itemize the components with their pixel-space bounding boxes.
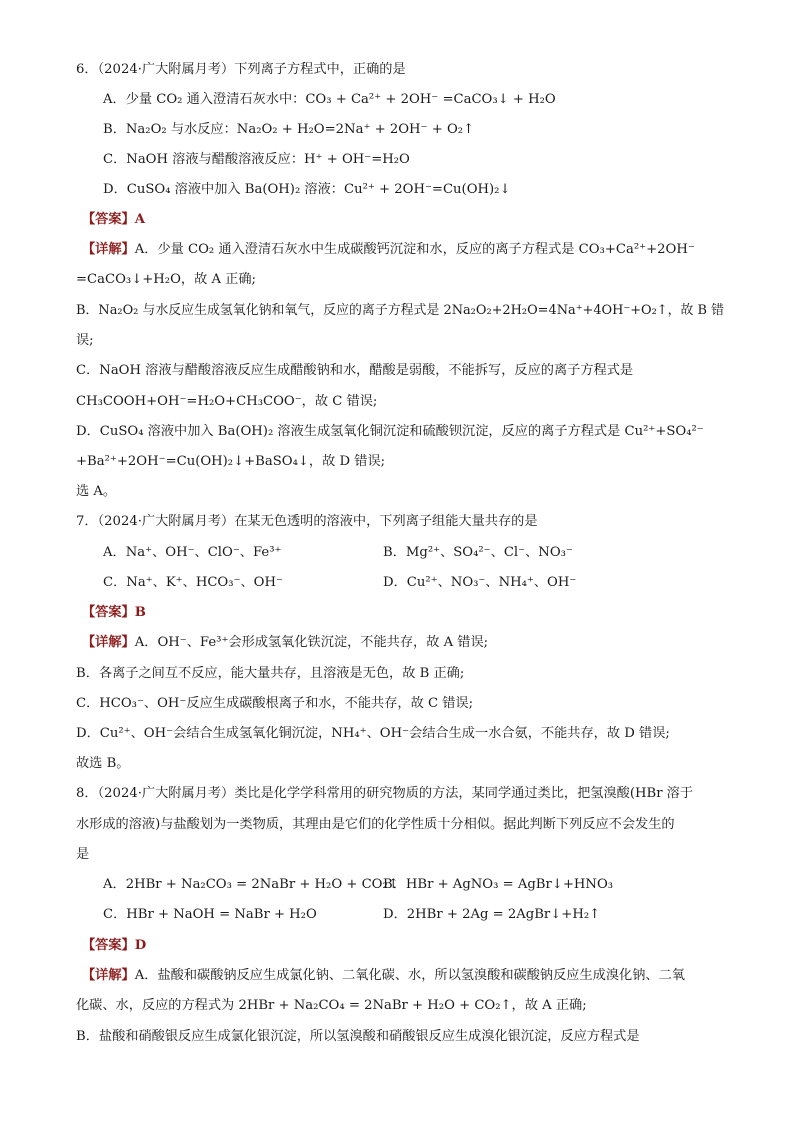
q6-answer: A bbox=[134, 212, 145, 227]
q7-option-b: B．Mg²⁺、SO₄²⁻、Cl⁻、NO₃⁻ bbox=[383, 545, 573, 560]
q7-detail-text: A．OH⁻、Fe³⁺会形成氢氧化铁沉淀，不能共存，故 A 错误; bbox=[134, 635, 489, 650]
q6-detail-line-9: 选 A。 bbox=[76, 484, 117, 499]
q8-detail-text: A．盐酸和碳酸钠反应生成氯化钠、二氧化碳、水，所以氢溴酸和碳酸钠反应生成溴化钠、二氧 bbox=[134, 968, 685, 983]
detail-tag: 【详解】 bbox=[82, 968, 135, 983]
q6-detail-line-7: D．CuSO₄ 溶液中加入 Ba(OH)₂ 溶液生成氢氧化铜沉淀和硫酸钡沉淀，反应的离子方程式是 Cu²⁺+SO₄²⁻ bbox=[76, 424, 704, 439]
q7-detail-line-5: 故选 B。 bbox=[76, 756, 130, 771]
q8-detail-line-3: B．盐酸和硝酸银反应生成氯化银沉淀，所以氢溴酸和硝酸银反应生成溴化银沉淀，反应方程式是 bbox=[76, 1029, 640, 1044]
q6-detail-line-1 bbox=[82, 240, 695, 260]
q8-stem-line-2: 水形成的溶液)与盐酸划为一类物质，其理由是它们的化学性质十分相似。据此判断下列反应不会发生的 bbox=[76, 817, 675, 832]
q6-answer-line bbox=[82, 210, 145, 230]
q8-stem-line-3: 是 bbox=[76, 847, 90, 862]
q7-option-a: A．Na⁺、OH⁻、ClO⁻、Fe³⁺ bbox=[103, 545, 282, 560]
answer-tag: 【答案】 bbox=[82, 938, 135, 953]
q6-option-b: B．Na₂O₂ 与水反应：Na₂O₂ + H₂O=2Na⁺ + 2OH⁻ + O₂↑ bbox=[103, 122, 475, 137]
q7-stem: 7．（2024·广大附属月考）在某无色透明的溶液中，下列离子组能大量共存的是 bbox=[76, 514, 538, 529]
q8-option-b: B．HBr + AgNO₃ = AgBr↓+HNO₃ bbox=[383, 877, 614, 892]
q6-detail-line-3: B．Na₂O₂ 与水反应生成氢氧化钠和氧气，反应的离子方程式是 2Na₂O₂+2H₂O=4Na⁺+4OH⁻+O₂↑，故 B 错 bbox=[76, 303, 725, 318]
q6-detail-line-4: 误; bbox=[76, 333, 94, 348]
q7-answer: B bbox=[134, 605, 146, 620]
q8-option-d: D．2HBr + 2Ag = 2AgBr↓+H₂↑ bbox=[383, 907, 601, 922]
q6-option-a: A．少量 CO₂ 通入澄清石灰水中：CO₃ + Ca²⁺ + 2OH⁻ =CaCO₃↓ + H₂O bbox=[103, 92, 556, 107]
q7-detail-line-2: B．各离子之间互不反应，能大量共存，且溶液是无色，故 B 正确; bbox=[76, 666, 465, 681]
answer-tag: 【答案】 bbox=[82, 212, 135, 227]
q7-detail-line-4: D．Cu²⁺、OH⁻会结合生成氢氧化铜沉淀，NH₄⁺、OH⁻会结合生成一水合氨，不能共存，故 D 错误; bbox=[76, 726, 670, 741]
q8-option-c: C．HBr + NaOH = NaBr + H₂O bbox=[103, 907, 317, 922]
q8-answer: D bbox=[134, 938, 147, 953]
q6-detail-line-6: CH₃COOH+OH⁻=H₂O+CH₃COO⁻，故 C 错误; bbox=[76, 394, 378, 409]
detail-tag: 【详解】 bbox=[82, 242, 135, 257]
q8-stem-line-1: 8．（2024·广大附属月考）类比是化学学科常用的研究物质的方法，某同学通过类比，把氢溴酸(HBr 溶于 bbox=[76, 786, 694, 801]
q8-option-a: A．2HBr + Na₂CO₃ = 2NaBr + H₂O + CO₂↑ bbox=[103, 877, 399, 892]
q7-option-d: D．Cu²⁺、NO₃⁻、NH₄⁺、OH⁻ bbox=[383, 575, 577, 590]
q6-option-d: D．CuSO₄ 溶液中加入 Ba(OH)₂ 溶液：Cu²⁺ + 2OH⁻=Cu(OH)₂↓ bbox=[103, 182, 511, 197]
q6-option-c: C．NaOH 溶液与醋酸溶液反应：H⁺ + OH⁻=H₂O bbox=[103, 152, 410, 167]
detail-tag: 【详解】 bbox=[82, 635, 135, 650]
q7-option-c: C．Na⁺、K⁺、HCO₃⁻、OH⁻ bbox=[103, 575, 283, 590]
q6-stem: 6．（2024·广大附属月考）下列离子方程式中，正确的是 bbox=[76, 62, 406, 77]
q7-detail-line-3: C．HCO₃⁻、OH⁻反应生成碳酸根离子和水，不能共存，故 C 错误; bbox=[76, 696, 474, 711]
q7-detail-line-1 bbox=[82, 633, 488, 653]
q8-detail-line-2: 化碳、水，反应的方程式为 2HBr + Na₂CO₄ = 2NaBr + H₂O + CO₂↑，故 A 正确; bbox=[76, 998, 587, 1013]
answer-tag: 【答案】 bbox=[82, 605, 135, 620]
q6-detail-line-8: +Ba²⁺+2OH⁻=Cu(OH)₂↓+BaSO₄↓，故 D 错误; bbox=[76, 454, 386, 469]
q6-detail-line-2: =CaCO₃↓+H₂O，故 A 正确; bbox=[76, 272, 256, 287]
q8-detail-line-1 bbox=[82, 966, 685, 986]
q8-answer-line bbox=[82, 936, 146, 956]
q6-detail-line-5: C．NaOH 溶液与醋酸溶液反应生成醋酸钠和水，醋酸是弱酸，不能拆写，反应的离子方程式是 bbox=[76, 363, 634, 378]
q7-answer-line bbox=[82, 603, 146, 623]
q6-detail-text: A．少量 CO₂ 通入澄清石灰水中生成碳酸钙沉淀和水，反应的离子方程式是 CO₃+Ca²⁺+2OH⁻ bbox=[134, 242, 695, 257]
